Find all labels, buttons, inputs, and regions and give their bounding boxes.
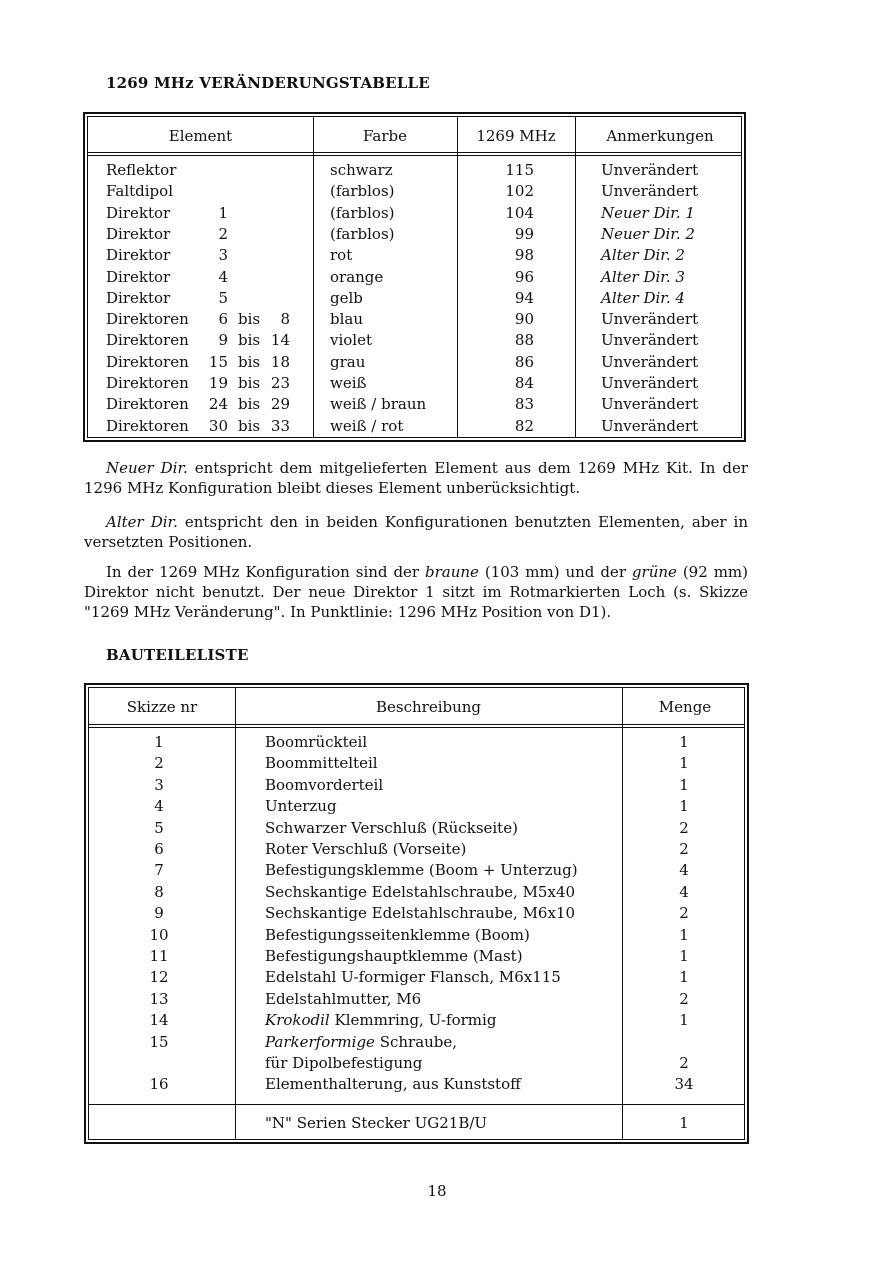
cell-skizze-nr: 5 — [154, 818, 164, 837]
table-row — [0, 753, 874, 774]
table-row — [0, 925, 874, 946]
cell-to: 23 — [270, 374, 290, 392]
cell-num: 5 — [218, 288, 228, 307]
table-row — [0, 775, 874, 796]
cell-anm: Unverändert — [601, 416, 699, 435]
table-row — [0, 288, 874, 309]
table-row — [0, 796, 874, 817]
table-row — [0, 181, 874, 202]
cell-bis: bis — [238, 374, 261, 392]
cell-beschreibung: Boommittelteil — [265, 754, 378, 773]
header-element: Element — [168, 127, 233, 145]
cell-skizze-nr: 15 — [149, 1032, 169, 1051]
cell-skizze-nr: 6 — [154, 840, 164, 858]
cell-anm: Unverändert — [601, 331, 699, 350]
cell-mhz: 96 — [514, 267, 534, 286]
cell-beschreibung: Unterzug — [265, 797, 337, 816]
table-row — [0, 1053, 874, 1074]
cell-menge: 2 — [679, 989, 689, 1008]
cell-farbe: weiß — [330, 374, 367, 392]
cell-beschreibung: Sechskantige Edelstahlschraube, M5x40 — [265, 882, 576, 901]
cell-to: 18 — [270, 352, 290, 371]
cell-menge: 1 — [679, 797, 689, 816]
cell-beschreibung: für Dipolbefestigung — [265, 1054, 423, 1072]
cell-menge: 1 — [679, 925, 689, 944]
cell-menge: 2 — [679, 904, 689, 923]
table-row — [0, 882, 874, 903]
cell-mhz: 94 — [514, 288, 534, 307]
cell-menge: 1 — [679, 775, 689, 794]
cell-num: 3 — [218, 246, 228, 265]
cell-skizze-nr: 3 — [154, 775, 164, 794]
cell-mhz: 115 — [505, 161, 534, 179]
cell-element: Direktor — [106, 288, 171, 307]
cell-beschreibung: Schwarzer Verschluß (Rückseite) — [265, 818, 518, 837]
cell-farbe: (farblos) — [330, 203, 395, 222]
cell-skizze-nr: 4 — [154, 797, 164, 816]
cell-anm: Unverändert — [601, 310, 699, 329]
cell-anm: Neuer Dir. 1 — [601, 203, 695, 222]
cell-skizze-nr: 7 — [154, 861, 164, 880]
cell-farbe: (farblos) — [330, 182, 395, 201]
cell-skizze-nr: 10 — [149, 925, 169, 944]
cell-farbe: violet — [330, 331, 373, 350]
cell-beschreibung: Parkerformige Schraube, — [265, 1032, 458, 1051]
cell-farbe: schwarz — [330, 161, 393, 179]
table-row — [0, 1010, 874, 1031]
cell-element: Direktoren — [106, 310, 189, 329]
header-skizze-nr: Skizze nr — [126, 698, 198, 716]
cell-num: 6 — [218, 310, 228, 329]
cell-beschreibung: Edelstahlmutter, M6 — [265, 989, 422, 1008]
cell-skizze-nr: 9 — [154, 904, 164, 923]
cell-menge: 4 — [679, 861, 689, 880]
cell-anm: Alter Dir. 3 — [601, 267, 685, 286]
cell-anm: Unverändert — [601, 395, 699, 414]
table-row — [0, 416, 874, 437]
cell-farbe: grau — [330, 352, 366, 371]
table-row — [0, 309, 874, 330]
table-row — [0, 1032, 874, 1053]
cell-to: 33 — [270, 416, 290, 435]
cell-menge: 1 — [679, 733, 689, 751]
cell-element: Direktoren — [106, 331, 189, 350]
heading-veraenderungstabelle: 1269 MHz VERÄNDERUNGSTABELLE — [106, 74, 430, 92]
page-number: 18 — [427, 1182, 447, 1200]
cell-skizze-nr: 16 — [149, 1075, 169, 1094]
header-mhz: 1269 MHz — [476, 127, 556, 145]
table-row — [0, 203, 874, 224]
cell-num: 19 — [208, 374, 228, 392]
cell-menge: 1 — [679, 968, 689, 987]
heading-bauteileliste: BAUTEILELISTE — [106, 646, 249, 664]
cell-beschreibung: Sechskantige Edelstahlschraube, M6x10 — [265, 904, 576, 923]
cell-mhz: 102 — [505, 182, 534, 201]
cell-farbe: rot — [330, 246, 353, 265]
cell-mhz: 98 — [514, 246, 534, 265]
cell-mhz: 104 — [505, 203, 534, 222]
cell-farbe: weiß / braun — [330, 395, 427, 414]
cell-num: 30 — [208, 416, 228, 435]
cell-beschreibung: Befestigungsseitenklemme (Boom) — [265, 925, 530, 944]
cell-skizze-nr: 11 — [149, 947, 169, 965]
note-neuer-dir: Neuer Dir. entspricht dem mitgelieferten Element aus dem 1269 MHz Kit. In der 1296 MHz Konfiguration bleibt dieses Element unberücksichtigt. — [84, 459, 748, 497]
cell-num: 4 — [218, 267, 228, 286]
cell-to: 14 — [270, 331, 290, 350]
cell-mhz: 83 — [514, 395, 534, 414]
cell-bis: bis — [238, 310, 261, 329]
cell-beschreibung: Boomrückteil — [265, 733, 368, 751]
header-beschreibung: Beschreibung — [375, 698, 482, 716]
table-row — [0, 946, 874, 967]
cell-mhz: 88 — [514, 331, 534, 350]
cell-menge: 4 — [679, 882, 689, 901]
cell-menge: 1 — [679, 1114, 689, 1132]
cell-num: 24 — [208, 395, 228, 414]
cell-element: Direktoren — [106, 395, 189, 414]
cell-skizze-nr: 14 — [149, 1011, 169, 1030]
cell-mhz: 86 — [514, 352, 534, 371]
cell-skizze-nr: 8 — [154, 882, 164, 901]
cell-anm: Alter Dir. 4 — [601, 288, 685, 307]
table-row — [0, 394, 874, 415]
cell-skizze-nr: 13 — [149, 989, 169, 1008]
cell-mhz: 99 — [514, 224, 534, 243]
table-row — [0, 839, 874, 860]
cell-beschreibung: Krokodil Klemmring, U-formig — [265, 1011, 497, 1030]
cell-to: 8 — [280, 310, 290, 329]
cell-beschreibung: Elementhalterung, aus Kunststoff — [265, 1075, 521, 1094]
cell-menge: 1 — [679, 1011, 689, 1030]
cell-anm: Unverändert — [601, 374, 699, 392]
table-row — [0, 224, 874, 245]
cell-farbe: weiß / rot — [330, 416, 404, 435]
table-row — [0, 989, 874, 1010]
cell-bis: bis — [238, 416, 261, 435]
cell-element: Direktor — [106, 246, 171, 265]
cell-bis: bis — [238, 331, 261, 350]
cell-beschreibung: Befestigungsklemme (Boom + Unterzug) — [265, 861, 578, 880]
table-row — [0, 732, 874, 753]
cell-to: 29 — [270, 395, 290, 414]
cell-bis: bis — [238, 395, 261, 414]
cell-num: 9 — [218, 331, 228, 350]
cell-element: Direktoren — [106, 416, 189, 435]
cell-menge: 34 — [674, 1075, 694, 1094]
cell-anm: Unverändert — [601, 182, 699, 201]
cell-element: Reflektor — [106, 161, 177, 179]
cell-skizze-nr: 12 — [149, 968, 169, 987]
cell-anm: Unverändert — [601, 161, 699, 179]
cell-farbe: (farblos) — [330, 224, 395, 243]
cell-anm: Alter Dir. 2 — [601, 246, 685, 265]
header-farbe: Farbe — [363, 127, 407, 145]
cell-element: Direktoren — [106, 374, 189, 392]
table-row — [0, 1074, 874, 1095]
table-row — [0, 245, 874, 266]
header-anmerkungen: Anmerkungen — [606, 127, 714, 145]
cell-beschreibung: Befestigungshauptklemme (Mast) — [265, 947, 523, 965]
table-row — [0, 903, 874, 924]
cell-beschreibung: "N" Serien Stecker UG21B/U — [265, 1114, 488, 1132]
cell-menge: 1 — [679, 947, 689, 965]
table-row — [0, 330, 874, 351]
table-row — [0, 267, 874, 288]
cell-mhz: 84 — [514, 374, 534, 392]
note-alter-dir: Alter Dir. entspricht den in beiden Konfigurationen benutzten Elementen, aber in versetzten Positionen. — [84, 513, 748, 551]
cell-farbe: blau — [330, 310, 364, 329]
cell-farbe: gelb — [330, 288, 363, 307]
cell-element: Faltdipol — [106, 182, 173, 201]
cell-anm: Neuer Dir. 2 — [601, 224, 695, 243]
cell-menge: 2 — [679, 1054, 689, 1072]
cell-beschreibung: Roter Verschluß (Vorseite) — [265, 840, 467, 858]
cell-skizze-nr: 1 — [154, 733, 164, 751]
cell-element: Direktor — [106, 224, 171, 243]
table-row — [0, 160, 874, 181]
cell-farbe: orange — [330, 267, 384, 286]
cell-element: Direktor — [106, 203, 171, 222]
table-row — [0, 967, 874, 988]
cell-element: Direktor — [106, 267, 171, 286]
cell-menge: 1 — [679, 754, 689, 773]
cell-num: 2 — [218, 224, 228, 243]
cell-element: Direktoren — [106, 352, 189, 371]
cell-beschreibung: Edelstahl U-formiger Flansch, M6x115 — [265, 968, 561, 987]
table-row — [0, 860, 874, 881]
cell-bis: bis — [238, 352, 261, 371]
table-row — [0, 818, 874, 839]
note-konfiguration: In der 1269 MHz Konfiguration sind der braune (103 mm) und der grüne (92 mm) Direktor nicht benutzt. Der neue Direktor 1 sitzt im Rotmarkierten Loch (s. Skizze "1269 MHz Veränderung". In Punktlinie: 1296 MHz Position von D1). — [84, 563, 748, 621]
cell-skizze-nr: 2 — [154, 754, 164, 773]
cell-num: 1 — [218, 203, 228, 222]
cell-menge: 2 — [679, 818, 689, 837]
cell-mhz: 90 — [514, 310, 534, 329]
cell-mhz: 82 — [514, 416, 534, 435]
table-row — [0, 352, 874, 373]
cell-menge: 2 — [679, 840, 689, 858]
cell-num: 15 — [208, 352, 228, 371]
cell-beschreibung: Boomvorderteil — [265, 775, 384, 794]
cell-anm: Unverändert — [601, 352, 699, 371]
table-row — [0, 373, 874, 394]
header-menge: Menge — [658, 698, 712, 716]
